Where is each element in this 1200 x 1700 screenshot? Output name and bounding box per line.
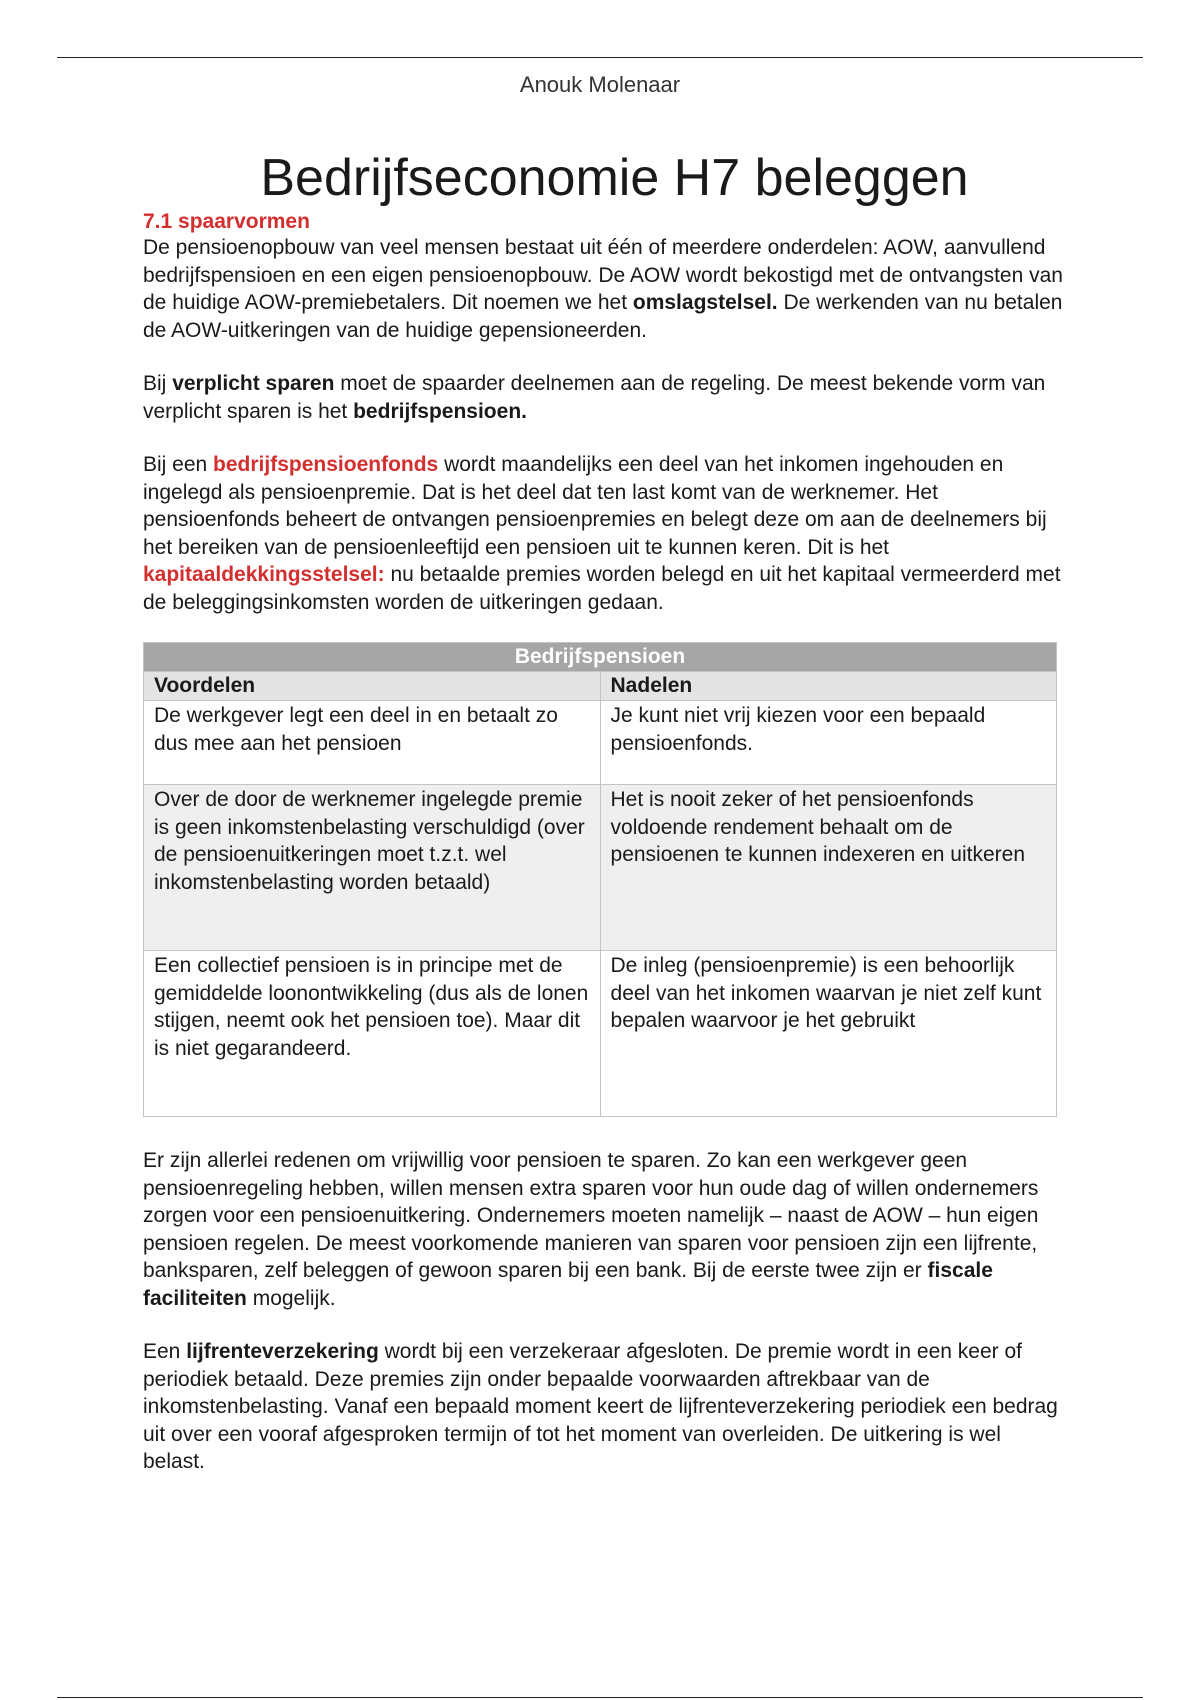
- paragraph-vrijwillig-sparen: [143, 1147, 1068, 1312]
- author-name: Anouk Molenaar: [519, 72, 681, 97]
- voordeel-cell: Een collectief pensioen is in principe met de gemiddelde loonontwikkeling (dus als de lonen stijgen, neemt ook het pensioen toe). Maar dit is niet gegarandeerd.: [144, 951, 601, 1117]
- text-run: wordt maandelijks een deel van het inkomen ingehouden en ingelegd als pensioenpremie. Dat is het deel dat ten last komt van de werknemer. Het pensioenfonds beheert de ontvangen pensioenpremies en belegt deze om aan de deelnemers bij het bereiken van de pensioenleeftijd een pensioen uit te kunnen keren. Dit is het: [143, 453, 1047, 559]
- term-bedrijfspensioen: bedrijfspensioen.: [353, 399, 527, 423]
- bedrijfspensioen-table: [143, 642, 1057, 1117]
- text-run: De werkenden van nu betalen de AOW-uitkeringen van de huidige gepensioneerden.: [143, 291, 1063, 342]
- text-run: mogelijk.: [246, 1286, 336, 1310]
- term-kapitaaldekkingsstelsel: kapitaaldekkingsstelsel:: [143, 563, 385, 586]
- header-rule: [57, 57, 1143, 58]
- text-run: Bij een: [143, 453, 214, 476]
- nadeel-cell: Het is nooit zeker of het pensioenfonds voldoende rendement behaalt om de pensioenen te kunnen indexeren en uitkeren: [600, 785, 1056, 951]
- text-run: wordt bij een verzekeraar afgesloten. De premie wordt in een keer of periodiek betaald. Deze premies zijn onder bepaalde voorwaarden aftrekbaar van de inkomstenbelasting. Vanaf een bepaald moment keert de lijfrenteverzekering periodiek een bedrag uit over een vooraf afgesproken termijn of tot het moment van overleiden. De uitkering is wel belast.: [143, 1340, 1058, 1473]
- text-run: De pensioenopbouw van veel mensen bestaat uit één of meerdere onderdelen: AOW, aanvullend bedrijfspensioen en een eigen pensioenopbouw. De AOW wordt bekostigd met de ontvangsten van de huidige AOW-premiebetalers. Dit noemen we het: [143, 236, 1063, 314]
- paragraph-bedrijfspensioenfonds: [143, 451, 1068, 616]
- voordeel-cell: Over de door de werknemer ingelegde premie is geen inkomstenbelasting verschuldigd (over de pensioenuitkeringen moet t.z.t. wel inkomstenbelasting worden betaald): [144, 785, 601, 951]
- document-title: Bedrijfseconomie H7 beleggen: [260, 149, 969, 207]
- table-title: Bedrijfspensioen: [144, 643, 1057, 672]
- table-row: [144, 951, 1057, 1117]
- term-omslagstelsel: omslagstelsel.: [632, 291, 778, 314]
- column-header-nadelen: Nadelen: [600, 672, 1056, 701]
- text-run: Er zijn allerlei redenen om vrijwillig voor pensioen te sparen. Zo kan een werkgever geen pensioenregeling hebben, willen mensen extra sparen voor hun oude dag of willen ondernemers zorgen voor een pensioenuitkering. Ondernemers moeten namelijk – naast de AOW – hun eigen pensioen regelen. De meest voorkomende manieren van sparen voor pensioen zijn een lijfrente, banksparen, zelf beleggen of gewoon sparen bij een bank. Bij de eerste twee zijn er: [143, 1149, 1039, 1282]
- table-title-row: [144, 643, 1057, 672]
- term-verplicht-sparen: verplicht sparen: [172, 372, 335, 395]
- voordeel-cell: De werkgever legt een deel in en betaalt zo dus mee aan het pensioen: [144, 701, 601, 785]
- text-run: Bij: [143, 372, 173, 395]
- term-bedrijfspensioenfonds: bedrijfspensioenfonds: [213, 453, 439, 476]
- table-row: [144, 701, 1057, 785]
- paragraph-lijfrenteverzekering: [143, 1338, 1068, 1476]
- term-fiscale-faciliteiten: fiscale faciliteiten: [143, 1259, 993, 1310]
- paragraph-verplicht-sparen: [143, 370, 1068, 425]
- table-header-row: [144, 672, 1057, 701]
- section-heading: 7.1 spaarvormen: [143, 210, 310, 233]
- nadeel-cell: De inleg (pensioenpremie) is een behoorlijk deel van het inkomen waarvan je niet zelf kunt bepalen waarvoor je het gebruikt: [600, 951, 1056, 1117]
- text-run: moet de spaarder deelnemen aan de regeling. De meest bekende vorm van verplicht sparen is het: [143, 372, 1046, 423]
- document-body: [143, 146, 1068, 1502]
- table-row: [144, 785, 1057, 951]
- text-run: Een: [143, 1340, 187, 1363]
- term-lijfrenteverzekering: lijfrenteverzekering: [186, 1340, 379, 1363]
- nadeel-cell: Je kunt niet vrij kiezen voor een bepaald pensioenfonds.: [600, 701, 1056, 785]
- paragraph-pensioenopbouw: [143, 234, 1068, 344]
- footer-rule: [57, 1697, 1143, 1698]
- column-header-voordelen: Voordelen: [144, 672, 601, 701]
- text-run: nu betaalde premies worden belegd en uit het kapitaal vermeerderd met de beleggingsinkomsten worden de uitkeringen gedaan.: [143, 563, 1061, 614]
